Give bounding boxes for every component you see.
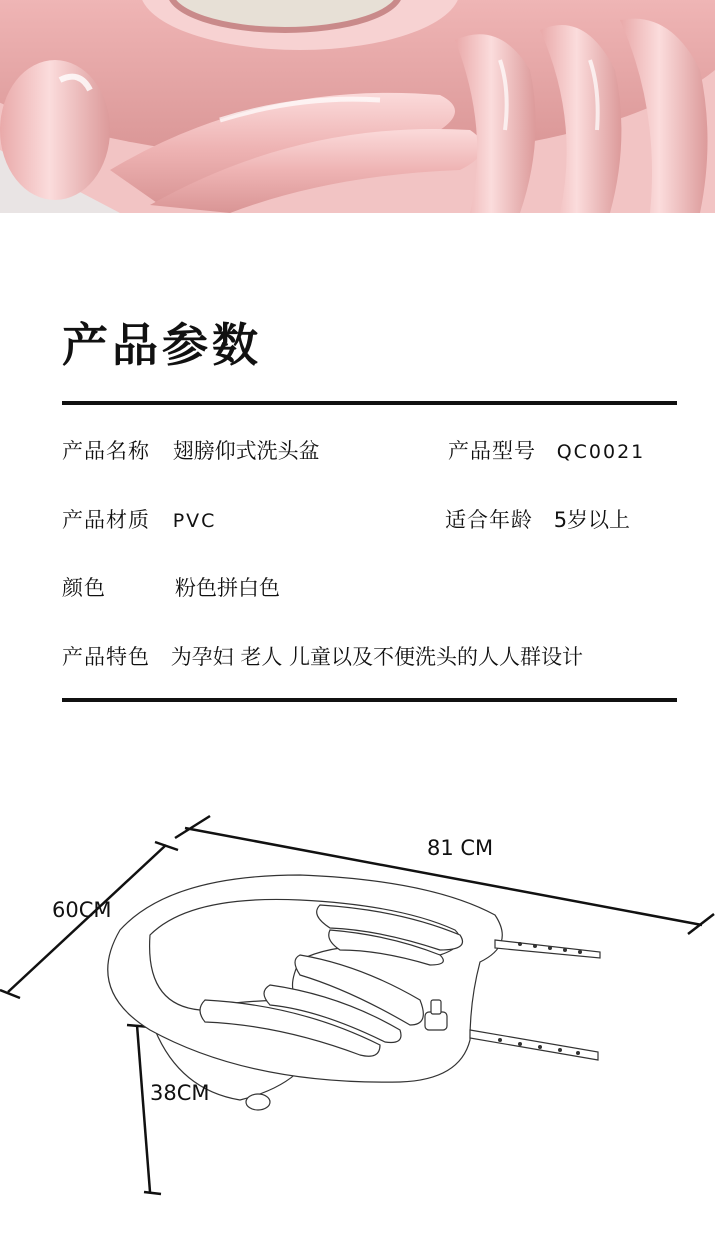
spec-name-row (62, 441, 320, 462)
dimension-diagram (0, 760, 715, 1230)
height-dimension-line (127, 1025, 161, 1194)
spec-age-value: 5岁以上 (553, 508, 631, 532)
spec-name-label: 产品名称 (62, 439, 150, 463)
spec-color-label: 颜色 (62, 576, 106, 600)
spec-age-row (445, 510, 630, 531)
spec-color-row (62, 576, 280, 600)
spec-model-row (448, 441, 645, 462)
spec-feature-value: 为孕妇 老人 儿童以及不便洗头的人人群设计 (170, 645, 584, 669)
spec-model-label: 产品型号 (448, 439, 536, 463)
spec-age-label: 适合年龄 (445, 508, 533, 532)
spec-material-row (62, 510, 216, 531)
spec-model-value: QC0021 (556, 441, 646, 463)
divider-bottom (62, 698, 677, 702)
length-label: 81 CM (427, 836, 494, 860)
width-label: 60CM (52, 898, 112, 922)
section-title: 产品参数 (62, 318, 262, 372)
spec-color-value: 粉色拼白色 (175, 576, 280, 600)
spec-material-label: 产品材质 (62, 508, 150, 532)
divider-top (62, 401, 677, 405)
height-label: 38CM (150, 1081, 210, 1105)
spec-feature-label: 产品特色 (62, 645, 150, 669)
inflatable-basin-illustration (0, 0, 715, 213)
basin-line-drawing (108, 875, 600, 1110)
product-photo (0, 0, 715, 213)
spec-feature-row (62, 647, 583, 668)
spec-material-value: PVC (172, 510, 217, 532)
spec-name-value: 翅膀仰式洗头盆 (172, 439, 320, 463)
